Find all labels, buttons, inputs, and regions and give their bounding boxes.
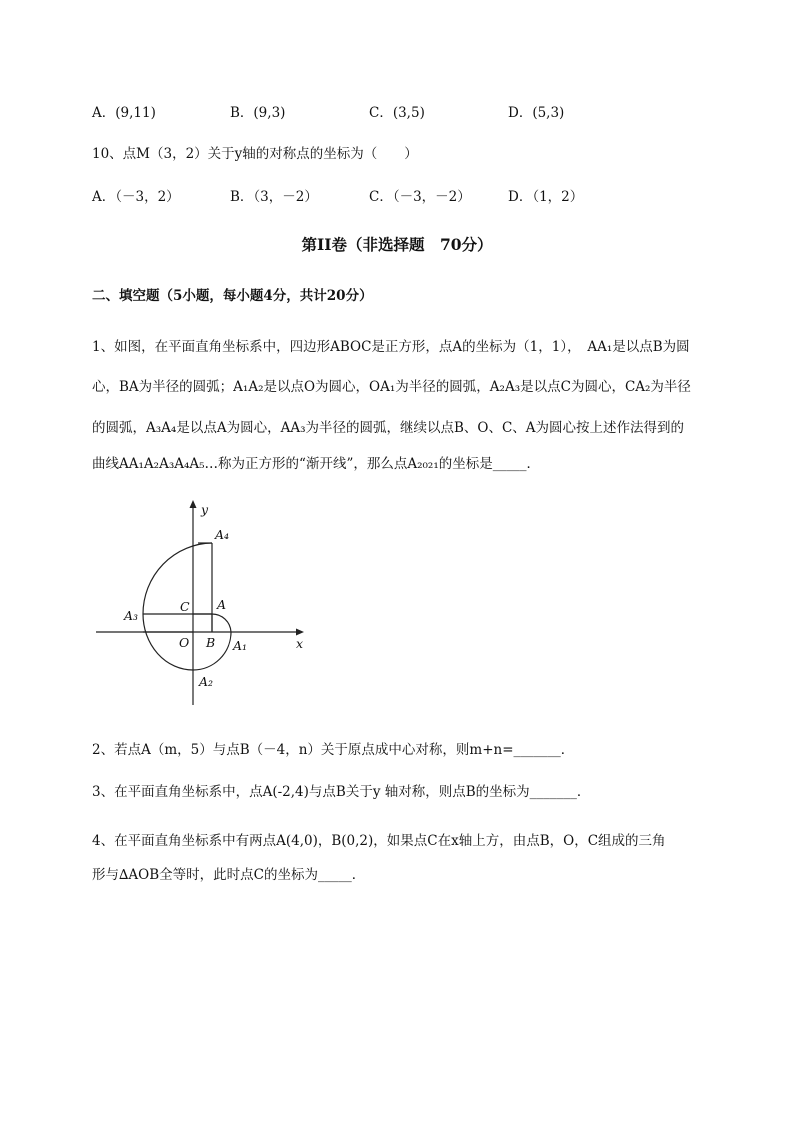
- x-axis-arrow: [296, 629, 304, 636]
- fill2: 2、若点A（m，5）与点B（－4，n）关于原点成中心对称，则m+n=_______．: [92, 742, 575, 758]
- label-a1: A₁: [233, 638, 248, 653]
- q9-option-d: D．(5,3): [508, 105, 565, 121]
- label-a3: A₃: [124, 608, 139, 623]
- label-c: C: [180, 599, 190, 614]
- fill1-line1: 1、如图，在平面直角坐标系中，四边形ABOC是正方形，点A的坐标为（1，1）， AA₁是以点B为圆: [92, 339, 690, 355]
- fill4-line1: 4、在平面直角坐标系中有两点A(4,0)，B(0,2)，如果点C在x轴上方，由点B，O，C组成的三角: [92, 833, 666, 849]
- label-y-axis: y: [201, 502, 209, 517]
- fill1-line4: 曲线AA₁A₂A₃A₄A₅…称为正方形的“渐开线”，那么点A₂₀₂₁的坐标是_____．: [92, 456, 541, 472]
- fill-section-heading: 二、填空题（5小题，每小题4分，共计20分）: [92, 288, 373, 304]
- fill1-line2: 心，BA为半径的圆弧；A₁A₂是以点O为圆心，OA₁为半径的圆弧，A₂A₃是以点C为圆心，CA₂为半径: [92, 379, 691, 395]
- fill3: 3、在平面直角坐标系中，点A(-2,4)与点B关于y 轴对称，则点B的坐标为_______．: [92, 784, 591, 800]
- label-a2: A₂: [199, 674, 214, 689]
- arc-a-a1: [212, 614, 231, 632]
- q10-option-b: B．（3，－2）: [230, 189, 318, 205]
- q10-option-c: C．（－3，－2）: [369, 189, 471, 205]
- q10-option-a: A．（－3，2）: [92, 189, 180, 205]
- label-a4: A₄: [215, 527, 230, 542]
- involute-figure: [90, 495, 320, 705]
- fill1-line3: 的圆弧，A₃A₄是以点A为圆心，AA₃为半径的圆弧，继续以点B、O、C、A为圆心按上述作法得到的: [92, 420, 685, 436]
- label-o: O: [179, 635, 190, 650]
- label-a: A: [217, 597, 227, 612]
- arc-a3-a4: [143, 543, 212, 614]
- part2-title: 第II卷（非选择题 70分）: [301, 235, 493, 254]
- q10-stem: 10、点M（3，2）关于y轴的对称点的坐标为（ ）: [92, 146, 418, 162]
- q10-option-d: D．（1，2）: [508, 189, 584, 205]
- label-b: B: [206, 635, 216, 650]
- fill4-line2: 形与∆AOB全等时，此时点C的坐标为_____．: [92, 867, 366, 883]
- q9-option-a: A．(9,11): [92, 105, 156, 121]
- label-x-axis: x: [296, 636, 304, 651]
- q9-option-c: C．(3,5): [369, 105, 425, 121]
- q9-option-b: B．(9,3): [230, 105, 286, 121]
- y-axis-arrow: [190, 500, 197, 508]
